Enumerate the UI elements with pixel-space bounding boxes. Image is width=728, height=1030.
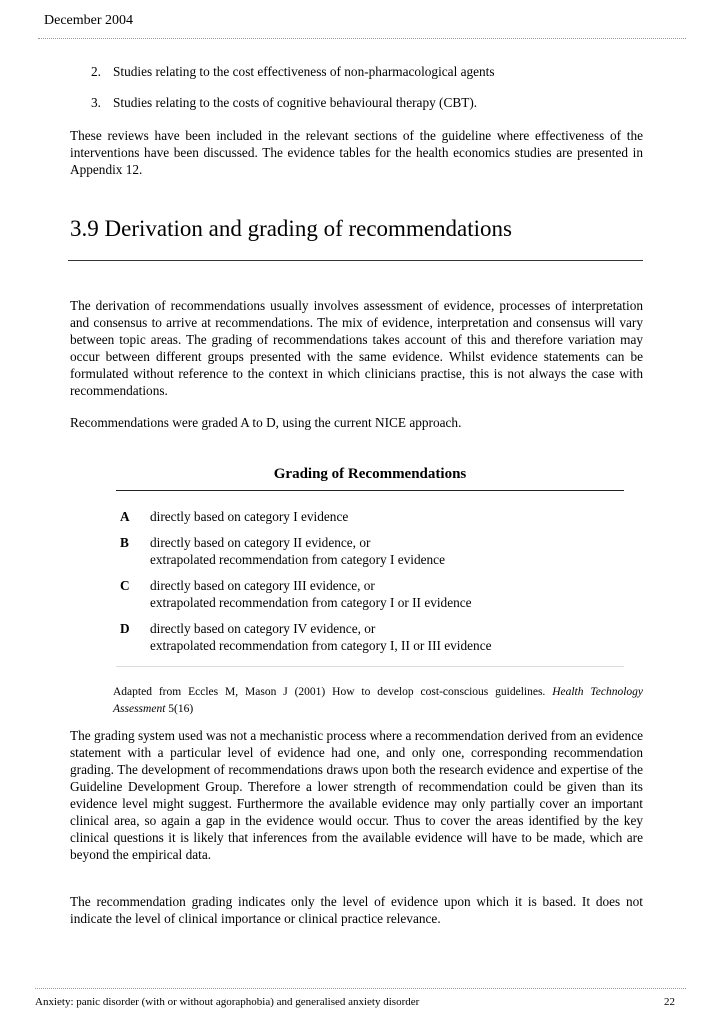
- grading-table-title: Grading of Recommendations: [273, 466, 467, 482]
- section-heading: 3.9 Derivation and grading of recommendations: [70, 216, 512, 241]
- page-number: 22: [664, 996, 675, 1008]
- header-divider: [38, 38, 686, 39]
- grade-description: [150, 620, 492, 654]
- grading-table-top-rule: [116, 490, 624, 491]
- grade-line: directly based on category IV evidence, or: [150, 621, 376, 636]
- grade-description: [150, 534, 445, 568]
- grade-letter: A: [120, 509, 130, 524]
- item-number: 2.: [91, 64, 101, 79]
- derivation-paragraph: The derivation of recommendations usually involves assessment of evidence, processes of interpretation and consensus to arrive at recommendations. The mix of evidence, interpretation and consensus will vary between topic areas. The grading of recommendations takes account of this and therefore variation may occur between different groups presented with the same evidence. Whilst evidence statements can be formulated without reference to the context in which clinicians practise, this is not always the case with recommendations.: [70, 298, 643, 398]
- footer-divider: [35, 988, 686, 989]
- grade-description: [150, 577, 472, 611]
- grading-system-paragraph: The grading system used was not a mechanistic process where a recommendation derived from an evidence statement with a particular level of evidence had one, and only one, corresponding recommendation grading. The development of recommendations draws upon both the research evidence and expertise of the Guideline Development Group. Therefore a lower strength of recommendation could be given than its evidence level might suggest. Furthermore the available evidence may only partially cover an important clinical area, so again a gap in the evidence would occur. Thus to cover the areas identified by the key clinical questions it is likely that inferences from the available evidence will have to be made, which are beyond the empirical data.: [70, 728, 643, 862]
- grade-line: directly based on category I evidence: [150, 509, 349, 524]
- grade-line: extrapolated recommendation from category I, II or III evidence: [150, 638, 492, 653]
- section-divider: [68, 260, 643, 261]
- numbered-item: [91, 64, 495, 80]
- grade-description: [150, 508, 348, 525]
- grade-line: extrapolated recommendation from category I evidence: [150, 552, 445, 567]
- citation-text: Adapted from Eccles M, Mason J (2001) How to develop cost-conscious guidelines.: [113, 686, 553, 698]
- item-number: 3.: [91, 95, 101, 110]
- grading-source-citation: [113, 684, 643, 718]
- citation-volume: 5(16): [165, 703, 194, 715]
- item-text: Studies relating to the costs of cognitive behavioural therapy (CBT).: [113, 95, 478, 110]
- grade-line: extrapolated recommendation from category I or II evidence: [150, 595, 472, 610]
- grade-letter: D: [120, 621, 130, 636]
- footer-title: Anxiety: panic disorder (with or without agoraphobia) and generalised anxiety disorder: [35, 996, 420, 1008]
- citation-journal: Health Technology Assessment: [113, 686, 643, 715]
- grade-letter: B: [120, 535, 129, 550]
- graded-paragraph: Recommendations were graded A to D, using the current NICE approach.: [70, 415, 462, 430]
- item-text: Studies relating to the cost effectiveness of non-pharmacological agents: [113, 64, 495, 79]
- grade-line: directly based on category III evidence, or: [150, 578, 375, 593]
- reviews-paragraph: These reviews have been included in the relevant sections of the guideline where effectiveness of the interventions have been discussed. The evidence tables for the health economics studies are presented in Appendix 12.: [70, 128, 643, 177]
- grade-letter: C: [120, 578, 130, 593]
- grading-table-bottom-rule: [116, 666, 624, 667]
- numbered-item: [91, 95, 477, 111]
- header-date: December 2004: [44, 13, 134, 28]
- indicates-paragraph: The recommendation grading indicates only the level of evidence upon which it is based. It does not indicate the level of clinical importance or clinical practice relevance.: [70, 894, 643, 926]
- grade-line: directly based on category II evidence, or: [150, 535, 371, 550]
